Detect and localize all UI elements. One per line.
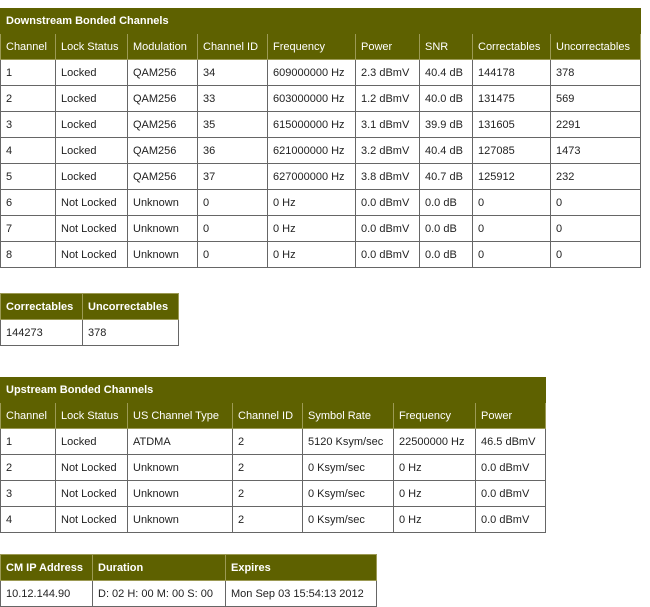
column-header: Expires (226, 555, 377, 581)
table-cell: 127085 (473, 138, 551, 164)
table-cell: 0.0 dB (420, 242, 473, 268)
table-cell: 0 Hz (268, 242, 356, 268)
table-cell: 0 Hz (268, 190, 356, 216)
table-cell: 2 (233, 481, 303, 507)
table-cell: Not Locked (56, 507, 128, 533)
table-row (1, 86, 641, 112)
column-header: SNR (420, 34, 473, 60)
downstream-tbody (1, 9, 641, 268)
downstream-title-row (1, 9, 641, 34)
column-header: Channel (1, 34, 56, 60)
table-cell: 0 (473, 242, 551, 268)
upstream-header-row (1, 403, 546, 429)
table-cell: 0 Hz (394, 507, 476, 533)
table-row (1, 138, 641, 164)
table-cell: 3.1 dBmV (356, 112, 420, 138)
table-cell: 40.0 dB (420, 86, 473, 112)
column-header: Correctables (473, 34, 551, 60)
table-cell: 0.0 dBmV (476, 455, 546, 481)
table-cell: Unknown (128, 507, 233, 533)
column-header: Correctables (1, 294, 83, 320)
table-cell: 0 (473, 190, 551, 216)
table-cell: QAM256 (128, 86, 198, 112)
table-cell: 5 (1, 164, 56, 190)
table-cell: 2291 (551, 112, 641, 138)
table-cell: 2 (1, 455, 56, 481)
table-cell: 0 Ksym/sec (303, 481, 394, 507)
table-row (1, 190, 641, 216)
table-cell: 1.2 dBmV (356, 86, 420, 112)
table-cell: 131475 (473, 86, 551, 112)
table-cell: 0 (551, 190, 641, 216)
table-cell: 8 (1, 242, 56, 268)
table-cell: D: 02 H: 00 M: 00 S: 00 (93, 581, 226, 607)
table-cell: ATDMA (128, 429, 233, 455)
table-cell: Not Locked (56, 190, 128, 216)
table-cell: Unknown (128, 190, 198, 216)
table-cell: 131605 (473, 112, 551, 138)
table-row (1, 429, 546, 455)
table-cell: 615000000 Hz (268, 112, 356, 138)
table-cell: 35 (198, 112, 268, 138)
table-cell: Locked (56, 112, 128, 138)
column-header: Lock Status (56, 403, 128, 429)
table-cell: 0 (551, 242, 641, 268)
cm-info-header-row (1, 555, 377, 581)
table-cell: 40.7 dB (420, 164, 473, 190)
table-cell: Locked (56, 164, 128, 190)
column-header: Duration (93, 555, 226, 581)
table-cell: 2 (233, 507, 303, 533)
totals-table (0, 293, 179, 346)
table-cell: 37 (198, 164, 268, 190)
table-cell: 603000000 Hz (268, 86, 356, 112)
table-cell: 33 (198, 86, 268, 112)
table-cell: 378 (83, 320, 179, 346)
upstream-title-row (1, 378, 546, 403)
downstream-title: Downstream Bonded Channels (1, 9, 641, 34)
column-header: Channel ID (233, 403, 303, 429)
table-row (1, 320, 179, 346)
table-cell: 621000000 Hz (268, 138, 356, 164)
table-cell: 125912 (473, 164, 551, 190)
table-cell: 3 (1, 481, 56, 507)
table-cell: QAM256 (128, 164, 198, 190)
table-cell: 34 (198, 60, 268, 86)
column-header: Power (356, 34, 420, 60)
table-cell: 46.5 dBmV (476, 429, 546, 455)
table-cell: 0.0 dBmV (356, 216, 420, 242)
table-cell: 2 (233, 429, 303, 455)
table-cell: Locked (56, 138, 128, 164)
table-cell: 0.0 dBmV (356, 242, 420, 268)
table-cell: 4 (1, 138, 56, 164)
column-header: CM IP Address (1, 555, 93, 581)
table-cell: 0 (198, 216, 268, 242)
table-cell: Locked (56, 60, 128, 86)
table-cell: 0.0 dB (420, 216, 473, 242)
table-cell: 0 (473, 216, 551, 242)
table-cell: 0.0 dBmV (356, 190, 420, 216)
table-row (1, 581, 377, 607)
table-cell: QAM256 (128, 112, 198, 138)
table-cell: 6 (1, 190, 56, 216)
table-row (1, 507, 546, 533)
column-header: Lock Status (56, 34, 128, 60)
table-cell: 2 (1, 86, 56, 112)
totals-tbody (1, 294, 179, 346)
column-header: Uncorrectables (83, 294, 179, 320)
table-row (1, 112, 641, 138)
table-row (1, 216, 641, 242)
column-header: Uncorrectables (551, 34, 641, 60)
table-cell: Unknown (128, 455, 233, 481)
table-row (1, 242, 641, 268)
table-cell: 40.4 dB (420, 60, 473, 86)
table-cell: Not Locked (56, 481, 128, 507)
table-cell: 40.4 dB (420, 138, 473, 164)
table-cell: 2.3 dBmV (356, 60, 420, 86)
totals-header-row (1, 294, 179, 320)
table-cell: 144178 (473, 60, 551, 86)
table-cell: 0 Ksym/sec (303, 455, 394, 481)
table-cell: 0 (198, 242, 268, 268)
table-cell: 10.12.144.90 (1, 581, 93, 607)
table-cell: 3.8 dBmV (356, 164, 420, 190)
table-cell: Locked (56, 429, 128, 455)
table-cell: Locked (56, 86, 128, 112)
table-row (1, 60, 641, 86)
column-header: US Channel Type (128, 403, 233, 429)
table-cell: 36 (198, 138, 268, 164)
column-header: Frequency (268, 34, 356, 60)
upstream-tbody (1, 378, 546, 533)
table-cell: 39.9 dB (420, 112, 473, 138)
column-header: Channel (1, 403, 56, 429)
column-header: Modulation (128, 34, 198, 60)
table-cell: 0.0 dBmV (476, 481, 546, 507)
table-cell: Mon Sep 03 15:54:13 2012 (226, 581, 377, 607)
table-cell: 2 (233, 455, 303, 481)
table-cell: 3.2 dBmV (356, 138, 420, 164)
table-row (1, 455, 546, 481)
upstream-table (0, 377, 546, 533)
column-header: Frequency (394, 403, 476, 429)
table-cell: Not Locked (56, 242, 128, 268)
table-cell: 0 Hz (394, 455, 476, 481)
table-cell: 1 (1, 429, 56, 455)
table-cell: 0.0 dB (420, 190, 473, 216)
column-header: Power (476, 403, 546, 429)
table-cell: 4 (1, 507, 56, 533)
table-cell: 5120 Ksym/sec (303, 429, 394, 455)
table-cell: 144273 (1, 320, 83, 346)
table-cell: 0 Ksym/sec (303, 507, 394, 533)
table-cell: Not Locked (56, 216, 128, 242)
table-cell: 569 (551, 86, 641, 112)
table-cell: Unknown (128, 216, 198, 242)
table-cell: 0 (198, 190, 268, 216)
table-cell: 7 (1, 216, 56, 242)
table-cell: 378 (551, 60, 641, 86)
table-row (1, 481, 546, 507)
table-cell: 609000000 Hz (268, 60, 356, 86)
cm-info-tbody (1, 555, 377, 607)
table-cell: 627000000 Hz (268, 164, 356, 190)
cm-info-table (0, 554, 377, 607)
table-cell: 0 Hz (268, 216, 356, 242)
table-cell: Unknown (128, 481, 233, 507)
table-cell: 0 (551, 216, 641, 242)
downstream-table (0, 8, 641, 268)
table-cell: 1473 (551, 138, 641, 164)
downstream-header-row (1, 34, 641, 60)
table-cell: Not Locked (56, 455, 128, 481)
table-cell: 3 (1, 112, 56, 138)
table-cell: QAM256 (128, 60, 198, 86)
table-cell: 0.0 dBmV (476, 507, 546, 533)
table-cell: 0 Hz (394, 481, 476, 507)
column-header: Channel ID (198, 34, 268, 60)
upstream-title: Upstream Bonded Channels (1, 378, 546, 403)
table-cell: 1 (1, 60, 56, 86)
table-cell: Unknown (128, 242, 198, 268)
table-cell: 22500000 Hz (394, 429, 476, 455)
table-cell: 232 (551, 164, 641, 190)
column-header: Symbol Rate (303, 403, 394, 429)
table-row (1, 164, 641, 190)
table-cell: QAM256 (128, 138, 198, 164)
